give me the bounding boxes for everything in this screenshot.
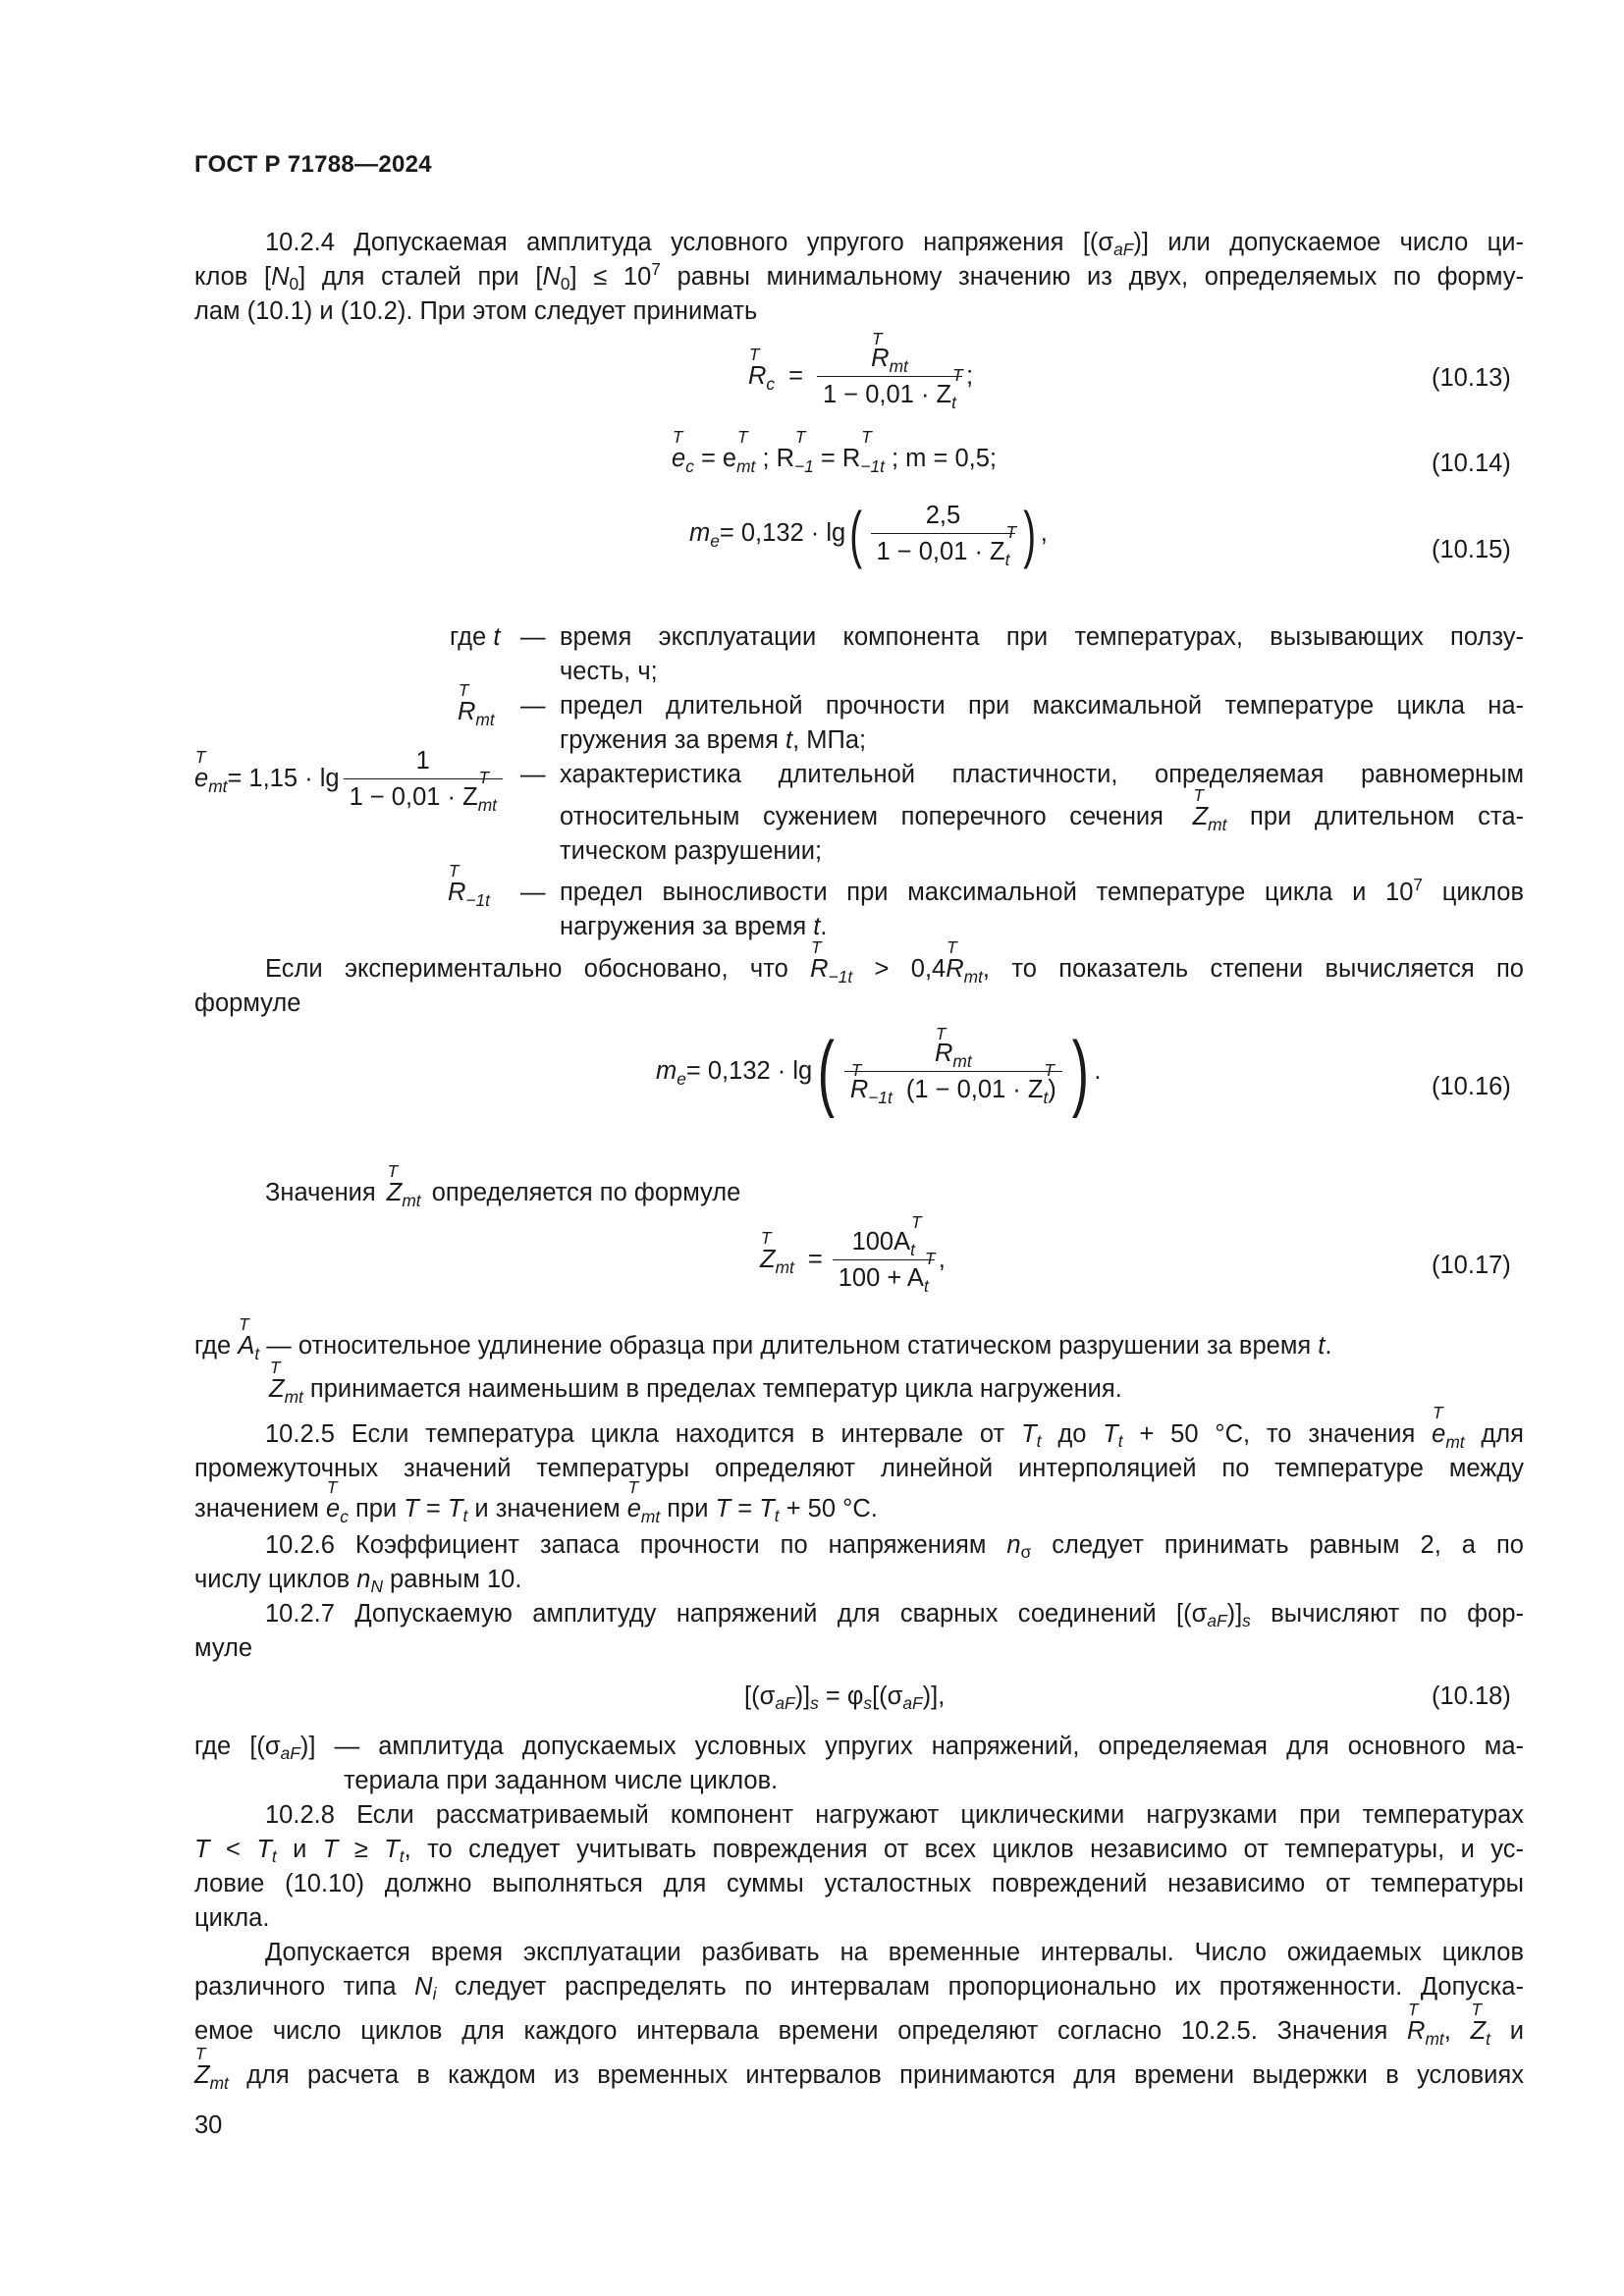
def-e-line-1: характеристика длительной пластичности, определяемая равномерным xyxy=(560,761,1524,788)
paragraph-10-2-8-line-3: ловие (10.10) должно выполняться для суммы усталостных повреждений независимо от температуры xyxy=(194,1870,1524,1897)
equation-10-15: $m_e$ = 0,132 · lg ( 2,5 1 − 0,01 · Z T $_t$ ) , xyxy=(689,498,1048,570)
dash: — xyxy=(520,761,546,788)
paragraph-10-2-7-line-2: муле xyxy=(194,1634,253,1662)
paragraph-intervals-line-1: Допускается время эксплуатации разбивать на временные интервалы. Число ожидаемых циклов xyxy=(265,1939,1524,1966)
equation-10-14: e T $_c$ = e T $_{mt}$ ; R T $_{-1}$ = R T $_{-1t}$ ; m = 0,5; xyxy=(672,427,998,477)
equation-10-16: $m_e$ = 0,132 · lg ( R T $_{mt}$ R T $_{-1t}$ (1 − 0,01 · Z T $_t$) ) . xyxy=(656,1024,1102,1119)
def-r1-line-2: нагружения за время t. xyxy=(560,913,828,940)
document-code: ГОСТ Р 71788—2024 xyxy=(194,151,432,178)
paragraph-10-2-4-line-2: клов $[N_0]$ для сталей при $[N_0] \le 10^7$ равны минимальному значению из двух, определяемых по форму- xyxy=(194,259,1524,294)
dash: — xyxy=(520,692,546,720)
paragraph-10-2-5-line-2: промежуточных значений температуры определяют линейной интерполяцией по температуре между xyxy=(194,1455,1524,1482)
def-r-line-1: предел длительной прочности при максимальной температуре цикла на- xyxy=(560,692,1524,720)
paragraph-10-2-8-line-2: $T < T_t$ и $T \ge T_t$, то следует учитывать повреждения от всех циклов независимо от температуры, и ус- xyxy=(194,1836,1524,1867)
paragraph-experimental-line-2: формуле xyxy=(194,989,301,1017)
def-r-line-2: гружения за время t, МПа; xyxy=(560,726,867,754)
definition-sigma-line-1: где $[(\sigma_{aF})]$ — амплитуда допускаемых условных упругих напряжений, определяемая для основного ма- xyxy=(194,1733,1524,1764)
paragraph-10-2-5-line-1: 10.2.5 Если температура цикла находится в интервале от $T_t$ до $T_t + 50$ °C, то значения e T $_{mt}$ для xyxy=(265,1403,1524,1453)
definition-sigma-line-2: териала при заданном числе циклов. xyxy=(344,1767,779,1794)
paragraph-intervals-line-3: емое число циклов для каждого интервала времени определяют согласно 10.2.5. Значения R T $_{mt}$, Z T $_t$ и xyxy=(194,2000,1524,2050)
where-t-label: где t xyxy=(450,623,501,651)
def-t-line-1: время эксплуатации компонента при температурах, вызывающих ползу- xyxy=(560,623,1524,651)
def-r-symbol: R T $_{mt}$ xyxy=(458,680,495,730)
paragraph-10-2-6-line-1: 10.2.6 Коэффициент запаса прочности по напряжениям $n_\sigma$ следует принимать равным 2, а по xyxy=(265,1531,1524,1563)
equation-number-10-13: (10.13) xyxy=(1432,364,1511,392)
def-t-line-2: честь, ч; xyxy=(560,658,658,685)
paragraph-10-2-7-line-1: 10.2.7 Допускаемую амплитуду напряжений для сварных соединений $[(\sigma_{aF})]_s$ вычисляют по фор- xyxy=(265,1600,1525,1631)
paragraph-experimental-line-1: Если экспериментально обосновано, что R T $_{-1t}$ > 0,4R T $_{mt}$, то показатель степени вычисляется по xyxy=(265,937,1524,988)
paragraph-intervals-line-2: различного типа $N_i$ следует распределять по интервалам пропорционально их протяженности. Допуска- xyxy=(194,1973,1524,2004)
def-r1-symbol: R T $_{-1t}$ xyxy=(448,861,490,911)
paragraph-z-values: Значения Z T $_{mt}$ определяется по формуле xyxy=(265,1161,741,1211)
paragraph-z-min: Z T $_{mt}$ принимается наименьшим в пределах температур цикла нагружения. xyxy=(269,1358,1122,1408)
def-e-formula: e T $_{mt}$ = 1,15 · lg 1 1 − 0,01 · Z T $_{mt}$ xyxy=(194,746,507,812)
def-r1-line-1: предел выносливости при максимальной температуре цикла и $10^7$ циклов xyxy=(560,875,1524,906)
paragraph-intervals-line-4: Z T $_{mt}$ для расчета в каждом из временных интервалов принимаются для времени выдержки в условиях xyxy=(194,2044,1524,2094)
paragraph-10-2-4-line-1: 10.2.4 Допускаемая амплитуда условного упругого напряжения $[(\sigma_{aF})]$ или допускаемое число ци- xyxy=(265,229,1525,260)
paragraph-10-2-4-line-3: лам (10.1) и (10.2). При этом следует принимать xyxy=(194,297,758,325)
equation-number-10-16: (10.16) xyxy=(1432,1073,1511,1100)
equation-number-10-15: (10.15) xyxy=(1432,536,1511,563)
page-number: 30 xyxy=(194,2111,223,2139)
paragraph-10-2-8-line-1: 10.2.8 Если рассматриваемый компонент нагружают циклическими нагрузками при температурах xyxy=(265,1801,1524,1829)
paragraph-10-2-8-line-4: цикла. xyxy=(194,1904,270,1932)
def-e-line-3: тическом разрушении; xyxy=(560,837,823,865)
equation-10-13: R T $_c$ = R T $_{mt}$ 1 − 0,01 · Z T $_t$ ; xyxy=(748,329,974,413)
paragraph-10-2-6-line-2: числу циклов $n_N$ равным 10. xyxy=(194,1566,522,1597)
equation-number-10-14: (10.14) xyxy=(1432,450,1511,477)
equation-number-10-17: (10.17) xyxy=(1432,1252,1511,1279)
dash: — xyxy=(520,623,546,651)
definition-a: где A T $_t$ — относительное удлинение образца при длительном статическом разрушении за время t. xyxy=(194,1314,1332,1364)
dash: — xyxy=(520,879,546,906)
equation-10-17: Z T $_{mt}$ = 100A T $_t$ 100 + A T $_t$ , xyxy=(760,1212,946,1297)
equation-number-10-18: (10.18) xyxy=(1432,1682,1511,1710)
equation-10-18: $[(\sigma_{aF})]_s = \varphi_s[(\sigma_{aF})]$, xyxy=(744,1682,946,1714)
paragraph-10-2-5-line-3: значением e T $_c$ при $T = T_t$ и значением e T $_{mt}$ при $T = T_t + 50$ °C. xyxy=(194,1477,878,1527)
def-e-line-2: относительным сужением поперечного сечения Z T $_{mt}$ при длительном ста- xyxy=(560,785,1524,835)
